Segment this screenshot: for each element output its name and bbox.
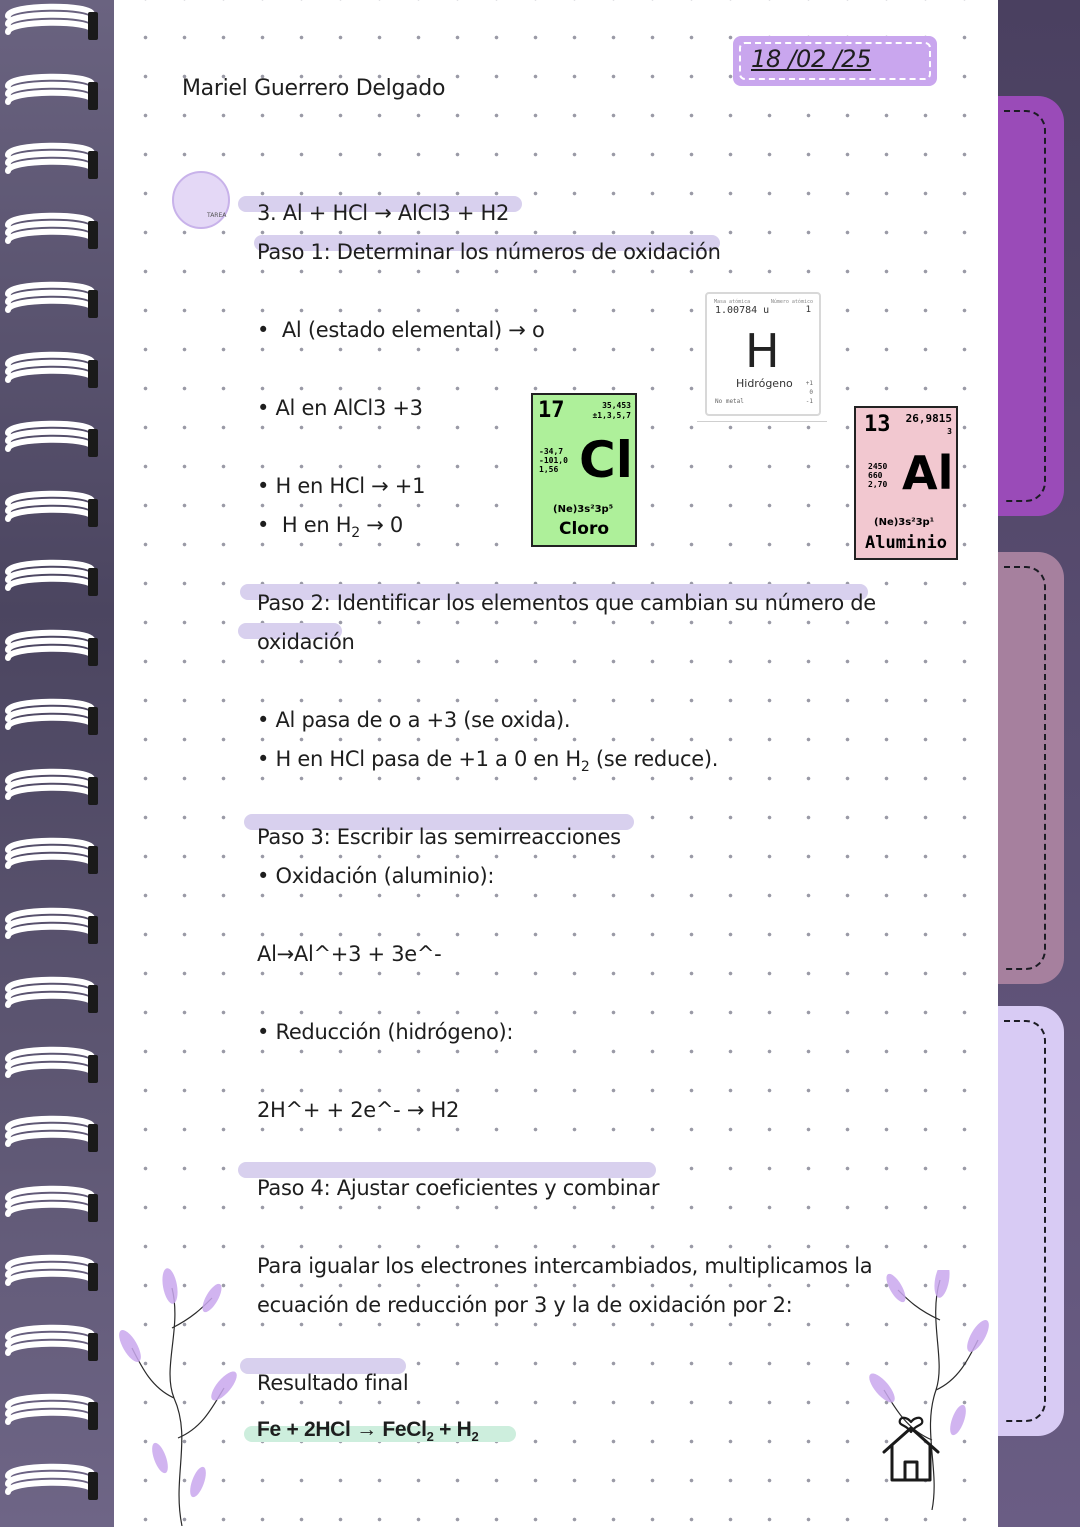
tab-purple[interactable] <box>998 96 1064 516</box>
hydrogen-state1: +1 <box>805 380 813 387</box>
date-box <box>733 36 937 86</box>
step3-reduction-label: • Reducción (hidrógeno): <box>257 1020 514 1044</box>
result-equation: Fe + 2HCl → FeCl$_2$ + $H_2$ <box>257 1418 479 1445</box>
chlorine-oxidation: ±1,3,5,7 <box>592 411 631 420</box>
chlorine-number: 17 <box>538 398 565 423</box>
step1-item4: • H en $H_2 \to 0$ <box>257 513 403 542</box>
aluminum-mass: 26,9815 <box>905 412 952 425</box>
spiral-ring-icon <box>2 906 98 946</box>
hydrogen-state2: 0 <box>809 389 813 396</box>
chlorine-card <box>531 393 637 547</box>
spiral-ring-icon <box>2 350 98 390</box>
spiral-ring-icon <box>2 767 98 807</box>
spiral-ring-icon <box>2 1045 98 1085</box>
chlorine-mass: 35,453 <box>602 401 631 410</box>
spiral-ring-icon <box>2 628 98 668</box>
spiral-ring-icon <box>2 419 98 459</box>
spiral-ring-icon <box>2 2 98 42</box>
spiral-ring-icon <box>2 975 98 1015</box>
chlorine-val1: -34,7 <box>539 447 564 456</box>
tab-lavender[interactable] <box>998 1006 1064 1436</box>
step2-heading-line2: oxidación <box>257 630 355 654</box>
spiral-ring-icon <box>2 72 98 112</box>
spiral-ring-icon <box>2 280 98 320</box>
step1-heading: Paso 1: Determinar los números de oxidación <box>257 240 721 264</box>
step3-reduction-eq: 2H^+ + 2e^- → H2 <box>257 1098 460 1122</box>
chlorine-symbol: Cl <box>579 431 633 489</box>
home-heart-icon[interactable] <box>878 1416 944 1486</box>
hydrogen-mass: 1.00784 u <box>715 305 770 316</box>
aluminum-name: Aluminio <box>865 533 947 553</box>
date-text: 18 /02 /25 <box>751 45 872 73</box>
hydrogen-name: Hidrógeno <box>736 377 793 390</box>
chlorine-config: (Ne)3s²3p⁵ <box>553 504 614 515</box>
hydrogen-card <box>705 292 821 416</box>
aluminum-number: 13 <box>864 412 891 437</box>
flower-icon <box>112 1268 242 1526</box>
aluminum-val2: 660 <box>868 471 883 480</box>
hydrogen-corner-left: Masa atómica <box>714 299 751 305</box>
aluminum-val3: 2,70 <box>868 480 888 489</box>
step4-heading: Paso 4: Ajustar coeficientes y combinar <box>257 1176 660 1200</box>
task-badge-label: TAREA <box>207 212 227 219</box>
step2-item1: • Al pasa de o a +3 (se oxida). <box>257 708 571 732</box>
hydrogen-category: No metal <box>715 398 744 405</box>
aluminum-oxidation: 3 <box>947 427 952 436</box>
spiral-ring-icon <box>2 1462 98 1502</box>
chlorine-name: Cloro <box>558 519 610 539</box>
spiral-ring-icon <box>2 1392 98 1432</box>
spiral-ring-icon <box>2 1184 98 1224</box>
tab-mauve[interactable] <box>998 552 1064 984</box>
hydrogen-symbol: H <box>745 324 780 378</box>
hydrogen-state3: -1 <box>805 398 813 405</box>
aluminum-symbol: Al <box>902 446 954 500</box>
step2-heading-line1: Paso 2: Identificar los elementos que cambian su número de <box>257 591 876 615</box>
step3-oxidation-label: • Oxidación (aluminio): <box>257 864 495 888</box>
aluminum-config: (Ne)3s²3p¹ <box>874 517 935 528</box>
step4-text-line2: ecuación de reducción por 3 y la de oxidación por 2: <box>257 1293 793 1317</box>
chlorine-val3: 1,56 <box>539 465 559 474</box>
hydrogen-number: 1 <box>805 305 811 315</box>
spiral-ring-icon <box>2 1114 98 1154</box>
step3-heading: Paso 3: Escribir las semirreacciones <box>257 825 621 849</box>
spiral-ring-icon <box>2 211 98 251</box>
task-badge <box>172 171 230 229</box>
spiral-ring-icon <box>2 836 98 876</box>
spiral-ring-icon <box>2 141 98 181</box>
step3-oxidation-eq: Al→Al^+3 + 3e^- <box>257 942 442 966</box>
step2-item2: • H en HCl pasa de +1 a 0 en $H_2$ (se reduce). <box>257 747 719 776</box>
result-heading: Resultado final <box>257 1371 409 1395</box>
step4-text-line1: Para igualar los electrones intercambiados, multiplicamos la <box>257 1254 873 1278</box>
step1-item3: • H en HCl → +1 <box>257 474 426 498</box>
step1-item1: • Al (estado elemental) → o <box>257 318 545 342</box>
author-name: Mariel Guerrero Delgado <box>182 76 446 101</box>
exercise-title: 3. Al + HCl → AlCl3 + H2 <box>257 201 510 225</box>
spiral-ring-icon <box>2 558 98 598</box>
hydrogen-underline <box>697 421 827 422</box>
spiral-ring-icon <box>2 1253 98 1293</box>
aluminum-val1: 2450 <box>868 462 888 471</box>
hydrogen-corner-right: Número atómico <box>770 299 813 305</box>
spiral-ring-icon <box>2 697 98 737</box>
spiral-ring-icon <box>2 489 98 529</box>
chlorine-val2: -101,0 <box>539 456 568 465</box>
spiral-ring-icon <box>2 1323 98 1363</box>
aluminum-card <box>854 406 958 560</box>
step1-item2: • Al en AlCl3 +3 <box>257 396 423 420</box>
